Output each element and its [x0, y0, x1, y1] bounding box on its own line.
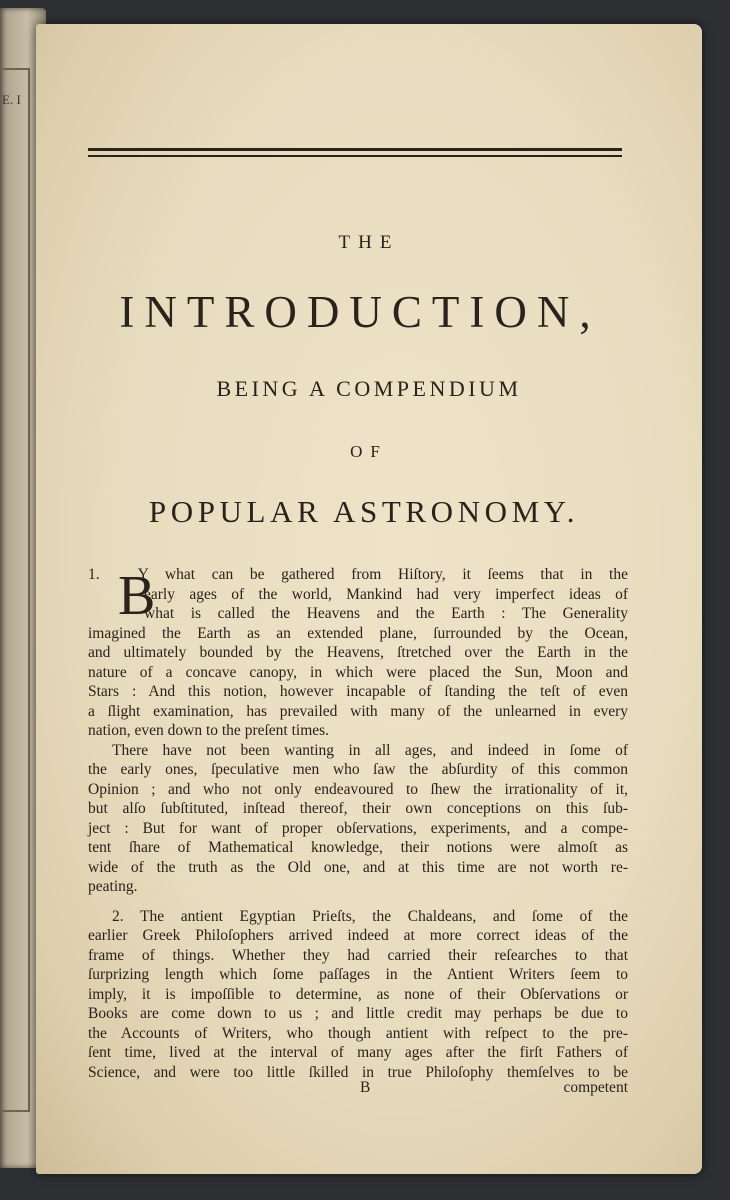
page-footer [88, 1079, 628, 1099]
text-line: 2. The antient Egyptian Prieſts, the Chaldeans, and ſome of the [112, 907, 628, 925]
heading-introduction: INTRODUCTION, [119, 287, 601, 337]
text-line: a ſlight examination, has prevailed with many of the unlearned in every [88, 702, 628, 720]
plate-mark: E. I [2, 92, 21, 107]
text-line: but alſo ſubſtituted, inſtead thereof, their own conceptions on this ſub- [88, 800, 628, 817]
book-page [36, 24, 702, 1174]
text-line: ſent time, lived at the interval of many ages after the firſt Fathers of [88, 1044, 628, 1061]
text-line: early ages of the world, Mankind had very imperfect ideas of [144, 585, 628, 603]
double-rule-bottom [88, 155, 622, 157]
text-line: nation, even down to the preſent times. [88, 722, 330, 739]
heading-of: OF [350, 442, 388, 461]
text-line: Science, and were too little ſkilled in true Philoſophy themſelves to be [88, 1063, 628, 1081]
text-line: the Accounts of Writers, who though antient with reſpect to the pre- [88, 1024, 628, 1042]
text-line: imply, it is impoſſible to determine, as none of their Obſervations or [88, 985, 628, 1003]
paragraph-1 [88, 565, 628, 741]
heading-the: THE [338, 232, 400, 253]
text-line: nature of a concave canopy, in which were placed the Sun, Moon and [88, 663, 628, 681]
paragraph-2 [88, 907, 628, 1083]
text-line: 1. Y what can be gathered from Hiſtory, it ſeems that in the [88, 566, 628, 583]
text-line: Books are come down to us ; and little credit may perhaps be due to [88, 1005, 628, 1022]
text-line: what is called the Heavens and the Earth : The Generality [144, 605, 628, 622]
text-line: and ultimately bounded by the Heavens, ſtretched over the Earth in the [88, 644, 628, 661]
text-line: ject : But for want of proper obſervations, experiments, and a compe- [88, 819, 628, 837]
signature-mark: B [360, 1079, 371, 1096]
text-line: tent ſhare of Mathematical knowledge, their notions were almoſt as [88, 839, 628, 856]
paragraph-1b [88, 741, 628, 897]
catchword: competent [563, 1079, 628, 1096]
text-line: frame of things. Whether they had carried their reſearches to that [88, 946, 628, 964]
text-line: There have not been wanting in all ages, and indeed in ſome of [112, 741, 628, 759]
text-line: ſurprizing length which ſome paſſages in the Antient Writers ſeem to [88, 966, 628, 983]
text-line: imagined the Earth as an extended plane, ſurrounded by the Ocean, [88, 624, 628, 642]
text-line: Opinion ; and who not only endeavoured to ſhew the irrationality of it, [88, 780, 628, 798]
text-line: Stars : And this notion, however incapable of ſtanding the teſt of even [88, 683, 628, 700]
text-line: the early ones, ſpeculative men who ſaw the abſurdity of this common [88, 761, 628, 778]
double-rule-top [88, 148, 622, 151]
text-line: peating. [88, 878, 138, 895]
drop-cap: B [118, 565, 156, 627]
engraved-plate-border [0, 68, 30, 1112]
body-text [88, 565, 628, 1082]
text-line: wide of the truth as the Old one, and at this time are not worth re- [88, 858, 628, 876]
heading-being-compendium: BEING A COMPENDIUM [216, 376, 522, 401]
heading-popular-astronomy: POPULAR ASTRONOMY. [148, 494, 580, 529]
paragraph-number: 1. [88, 566, 100, 583]
text-line: earlier Greek Philoſophers arrived indeed at more correct ideas of the [88, 927, 628, 944]
